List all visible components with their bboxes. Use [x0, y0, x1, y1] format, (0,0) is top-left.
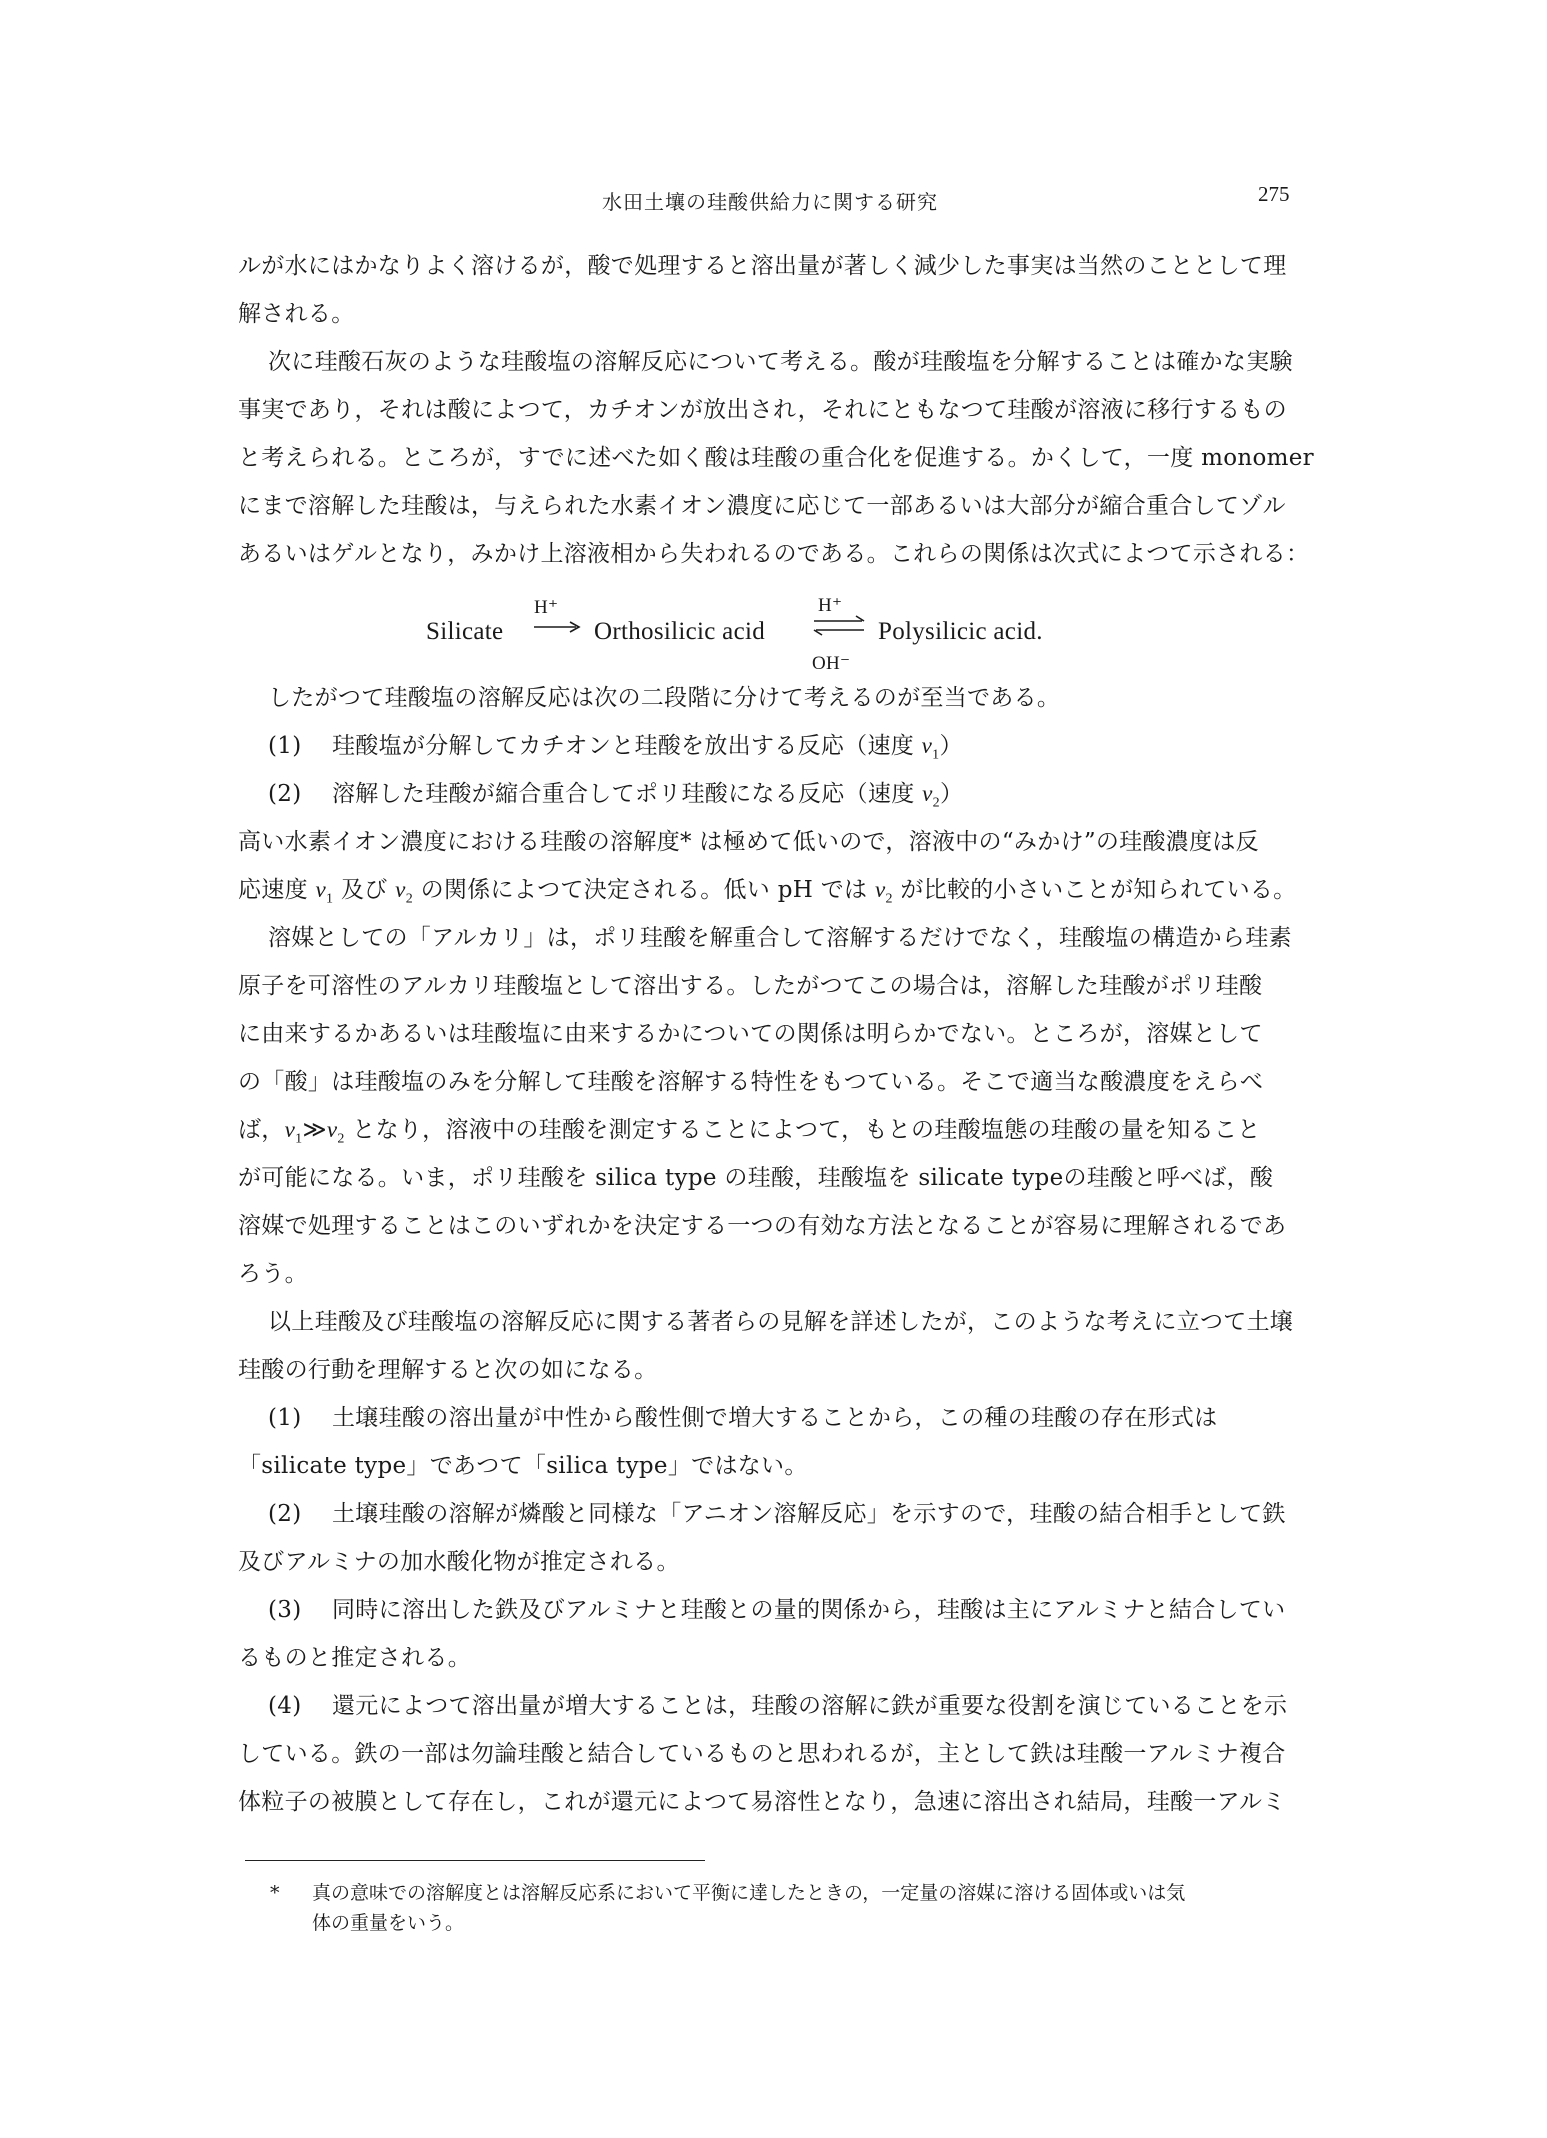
- paragraph-line: るものと推定される。: [238, 1645, 471, 1671]
- paragraph-line: したがつて珪酸塩の溶解反応は次の二段階に分けて考えるのが至当である。: [268, 685, 1061, 711]
- stage-number: (1): [268, 733, 302, 759]
- paragraph-line: と考えられる。ところが，すでに述べた如く酸は珪酸の重合化を促進する。かくして，一度 monomer: [238, 445, 1314, 471]
- conclusion-number: (1): [268, 1405, 302, 1431]
- equation-polysilicic: Polysilicic acid.: [878, 618, 1043, 645]
- footnote-line: 体の重量をいう。: [312, 1912, 465, 1934]
- conclusion-number: (2): [268, 1501, 302, 1527]
- paragraph-line: 溶媒で処理することはこのいずれかを決定する一つの有効な方法となることが容易に理解されるであ: [238, 1213, 1287, 1239]
- conclusion-number: (4): [268, 1693, 302, 1719]
- paragraph-line: ば，$v_1≫v_2$ となり，溶液中の珪酸を測定することによつて，もとの珪酸塩態の珪酸の量を知ること: [238, 1117, 1261, 1147]
- page-number: 275: [1258, 182, 1290, 206]
- conclusion-item-3: (3) 同時に溶出した鉄及びアルミナと珪酸との量的関係から，珪酸は主にアルミナと結合してい: [238, 1586, 1358, 1634]
- paragraph-line: 応速度 $v_1$ 及び $v_2$ の関係によつて決定される。低い pH では $v_2$ が比較的小さいことが知られている。: [238, 877, 1297, 907]
- paragraph-line: 原子を可溶性のアルカリ珪酸塩として溶出する。したがつてこの場合は，溶解した珪酸がポリ珪酸: [238, 973, 1263, 999]
- paragraph-line: ルが水にはかなりよく溶けるが，酸で処理すると溶出量が著しく減少した事実は当然のこととして理: [238, 253, 1287, 279]
- equation-silicate: Silicate: [426, 618, 504, 645]
- equation-orthosilicic: Orthosilicic acid: [594, 618, 766, 645]
- equation-h-plus-label-2: H⁺: [818, 595, 843, 616]
- reaction-equation: [238, 578, 1358, 674]
- paragraph-line: 高い水素イオン濃度における珪酸の溶解度* は極めて低いので，溶液中の“みかけ”の珪酸濃度は反: [238, 829, 1259, 855]
- stage-item-2: (2) 溶解した珪酸が縮合重合してポリ珪酸になる反応（速度 $v_2$）: [238, 770, 1358, 818]
- equation-oh-minus-label: OH⁻: [812, 653, 851, 674]
- conclusion-item-1: (1) 土壌珪酸の溶出量が中性から酸性側で増大することから，この種の珪酸の存在形式は: [238, 1394, 1358, 1442]
- paragraph-line: 「silicate type」であつて「silica type」ではない。: [238, 1453, 808, 1479]
- equilibrium-arrow-icon: [812, 614, 866, 638]
- footnote: [272, 1878, 1362, 1938]
- stage-number: (2): [268, 781, 302, 807]
- footnote-line: 真の意味での溶解度とは溶解反応系において平衡に達したときの，一定量の溶媒に溶ける固体或いは気: [312, 1882, 1186, 1904]
- paragraph-line: 珪酸の行動を理解すると次の如になる。: [238, 1357, 658, 1383]
- footnote-mark: *: [270, 1882, 280, 1904]
- paragraph-line: の「酸」は珪酸塩のみを分解して珪酸を溶解する特性をもつている。そこで適当な酸濃度をえらべ: [238, 1069, 1264, 1095]
- paragraph-line: 以上珪酸及び珪酸塩の溶解反応に関する著者らの見解を詳述したが，このような考えに立つて土壌: [268, 1309, 1294, 1335]
- conclusion-number: (3): [268, 1597, 302, 1623]
- paragraph-line: 溶媒としての「アルカリ」は，ポリ珪酸を解重合して溶解するだけでなく，珪酸塩の構造から珪素: [268, 925, 1292, 951]
- paragraph-line: 及びアルミナの加水酸化物が推定される。: [238, 1549, 680, 1575]
- conclusion-item-2: (2) 土壌珪酸の溶解が燐酸と同様な「アニオン溶解反応」を示すので，珪酸の結合相手として鉄: [238, 1490, 1358, 1538]
- paragraph-line: 体粒子の被膜として存在し，これが還元によつて易溶性となり，急速に溶出され結局，珪酸一アルミ: [238, 1789, 1286, 1815]
- paragraph-line: に由来するかあるいは珪酸塩に由来するかについての関係は明らかでない。ところが，溶媒として: [238, 1021, 1263, 1047]
- right-arrow-icon: [532, 620, 582, 634]
- conclusion-item-4: (4) 還元によつて溶出量が増大することは，珪酸の溶解に鉄が重要な役割を演じていることを示: [238, 1682, 1358, 1730]
- paragraph-line: あるいはゲルとなり，みかけ上溶液相から失われるのである。これらの関係は次式によつて示される：: [238, 541, 1310, 567]
- footnote-divider: [245, 1860, 705, 1861]
- running-header: 水田土壤の珪酸供給力に関する研究: [602, 190, 938, 214]
- paragraph-line: が可能になる。いま，ポリ珪酸を silica type の珪酸，珪酸塩を silicate typeの珪酸と呼べば，酸: [238, 1165, 1274, 1191]
- paragraph-line: ろう。: [238, 1261, 308, 1287]
- paragraph-line: している。鉄の一部は勿論珪酸と結合しているものと思われるが，主として鉄は珪酸一アルミナ複合: [238, 1741, 1286, 1767]
- stage-item-1: (1) 珪酸塩が分解してカチオンと珪酸を放出する反応（速度 $v_1$）: [238, 722, 1358, 770]
- paragraph-line: 解される。: [238, 301, 355, 327]
- paragraph-line: にまで溶解した珪酸は，与えられた水素イオン濃度に応じて一部あるいは大部分が縮合重合してゾル: [238, 493, 1286, 519]
- paragraph-line: 次に珪酸石灰のような珪酸塩の溶解反応について考える。酸が珪酸塩を分解することは確かな実験: [268, 349, 1293, 375]
- body-text: [238, 242, 1358, 1826]
- paragraph-line: 事実であり，それは酸によつて，カチオンが放出され，それにともなつて珪酸が溶液に移行するもの: [238, 397, 1287, 423]
- equation-h-plus-label: H⁺: [534, 597, 559, 618]
